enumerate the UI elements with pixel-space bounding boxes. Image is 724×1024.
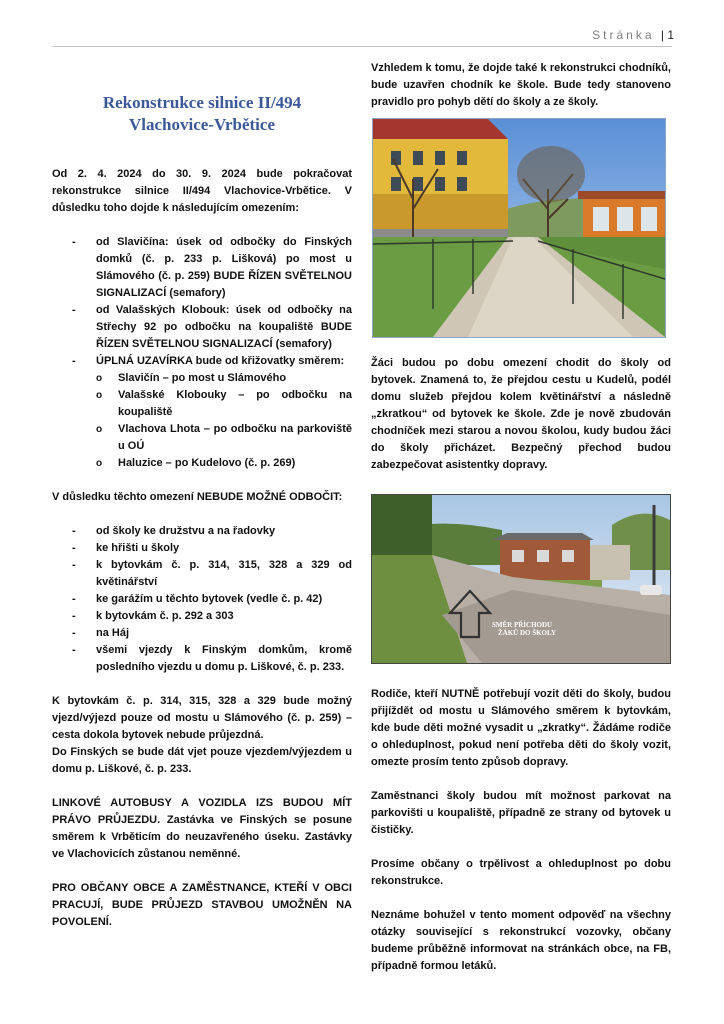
closure-direction-item: o Slavičín – po most u Slámového <box>52 370 352 387</box>
no-turn-item: - od školy ke družstvu a na řadovky <box>52 523 352 540</box>
page-header <box>592 28 674 42</box>
photo-caption-line-1: SMĚR PŘÍCHODU <box>492 621 553 629</box>
closure-direction-item: o Valašské Klobouky – po odbočku na koupaliště <box>52 387 352 421</box>
no-turn-item: - na Háj <box>52 625 352 642</box>
restriction-item: - ÚPLNÁ UZAVÍRKA bude od křižovatky směrem: <box>52 353 352 370</box>
no-turn-item: - ke hřišti u školy <box>52 540 352 557</box>
no-turn-item: - k bytovkám č. p. 314, 315, 328 a 329 od květinářství <box>52 557 352 591</box>
header-divider <box>52 46 672 47</box>
restrictions-list <box>52 234 352 370</box>
shortcut-path-photo <box>371 494 671 664</box>
title-line-2: Vlachovice-Vrbětice <box>128 115 275 134</box>
no-turn-item: - ke garážím u těchto bytovek (vedle č. p. 42) <box>52 591 352 608</box>
citizens-paragraph: PRO OBČANY OBCE A ZAMĚSTNANCE, KTEŘÍ V OBCI PRACUJÍ, BUDE PRŮJEZD STAVBOU UMOŽNĚN NA POVOLENÍ. <box>52 882 352 928</box>
page-label: Stránka <box>592 28 655 42</box>
finnish-paragraph: Do Finských se bude dát vjet pouze vjezdem/výjezdem u domu p. Liškové, č. p. 233. <box>52 746 352 775</box>
no-turn-list <box>52 523 352 676</box>
parents-paragraph: Rodiče, kteří NUTNĚ potřebují vozit děti do školy, budou přijíždět od mostu u Slámového směrem k bytovkám, kde bude děti možné vysadit u „zkratky“. Žádáme rodiče o ohleduplnost, pokud není potřeba děti do školy vozit, omezte prosím tento způsob dopravy. <box>371 688 671 768</box>
title-line-1: Rekonstrukce silnice II/494 <box>102 93 302 112</box>
no-turn-item: - všemi vjezdy k Finským domkům, kromě posledního vjezdu u domu p. Liškové, č. p. 233. <box>52 642 352 676</box>
access-paragraph: K bytovkám č. p. 314, 315, 328 a 329 bude možný vjezd/výjezd pouze od mostu u Slámového (č. p. 259) – cesta dokola bytovek nebude průjezdná. <box>52 695 352 741</box>
pupils-paragraph: Žáci budou po dobu omezení chodit do školy od bytovek. Znamená to, že přejdou cestu u Kudelů, podél domu služeb přejdou kolem květinářství a následně „zkratkou“ od bytovek ke škole. Zde je nově zbudován chodníček mezi starou a novou školou, kudy budou žáci do školy přicházet. Bezpečný přechod budou zabezpečovat asistentky dopravy. <box>371 357 671 471</box>
left-column <box>52 92 352 931</box>
staff-paragraph: Zaměstnanci školy budou mít možnost parkovat na parkovišti u koupaliště, případně ze strany od bytovek u čističky. <box>371 790 671 836</box>
document-title <box>52 92 352 136</box>
bus-paragraph: LINKOVÉ AUTOBUSY A VOZIDLA IZS BUDOU MÍT PRÁVO PRŮJEZDU. Zastávka ve Finských se posune směrem k Vrběticím do neuzavřeného úseku. Zastávky ve Vlachovicích zůstanou neměnné. <box>52 797 352 860</box>
right-column <box>371 60 671 975</box>
patience-paragraph: Prosíme občany o trpělivost a ohleduplnost po dobu rekonstrukce. <box>371 858 671 887</box>
page-number: | 1 <box>660 28 674 42</box>
restriction-item: - od Slavičína: úsek od odbočky do Finských domků (č. p. 233 p. Lišková) po most u Slámového (č. p. 259) BUDE ŘÍZEN SVĚTELNOU SIGNALIZACÍ (semafory) <box>52 234 352 302</box>
sidewalk-paragraph: Vzhledem k tomu, že dojde také k rekonstrukci chodníků, bude uzavřen chodník ke škole. Bude tedy stanoveno pravidlo pro pohyb dětí do školy a ze školy. <box>371 62 671 108</box>
restriction-item: - od Valašských Klobouk: úsek od odbočky na Střechy 92 po odbočku na koupaliště BUDE ŘÍZEN SVĚTELNOU SIGNALIZACÍ (semafory) <box>52 302 352 353</box>
no-turn-heading: V důsledku těchto omezení NEBUDE MOŽNÉ ODBOČIT: <box>52 491 343 503</box>
school-path-photo <box>372 118 666 338</box>
photo-caption-line-2: ŽÁKŮ DO ŠKOLY <box>498 629 557 637</box>
unknown-answers-paragraph: Neznáme bohužel v tento moment odpověď na všechny otázky související s rekonstrukcí vozovky, občany budeme průběžně informovat na stránkách obce, na FB, případně formou letáků. <box>371 909 671 972</box>
closure-directions-list <box>52 370 352 472</box>
closure-direction-item: o Vlachova Lhota – po odbočku na parkoviště u OÚ <box>52 421 352 455</box>
intro-paragraph: Od 2. 4. 2024 do 30. 9. 2024 bude pokračovat rekonstrukce silnice II/494 Vlachovice-Vrbětice. V důsledku toho dojde k následujícím omezením: <box>52 168 352 214</box>
closure-direction-item: o Haluzice – po Kudelovo (č. p. 269) <box>52 455 352 472</box>
no-turn-item: - k bytovkám č. p. 292 a 303 <box>52 608 352 625</box>
